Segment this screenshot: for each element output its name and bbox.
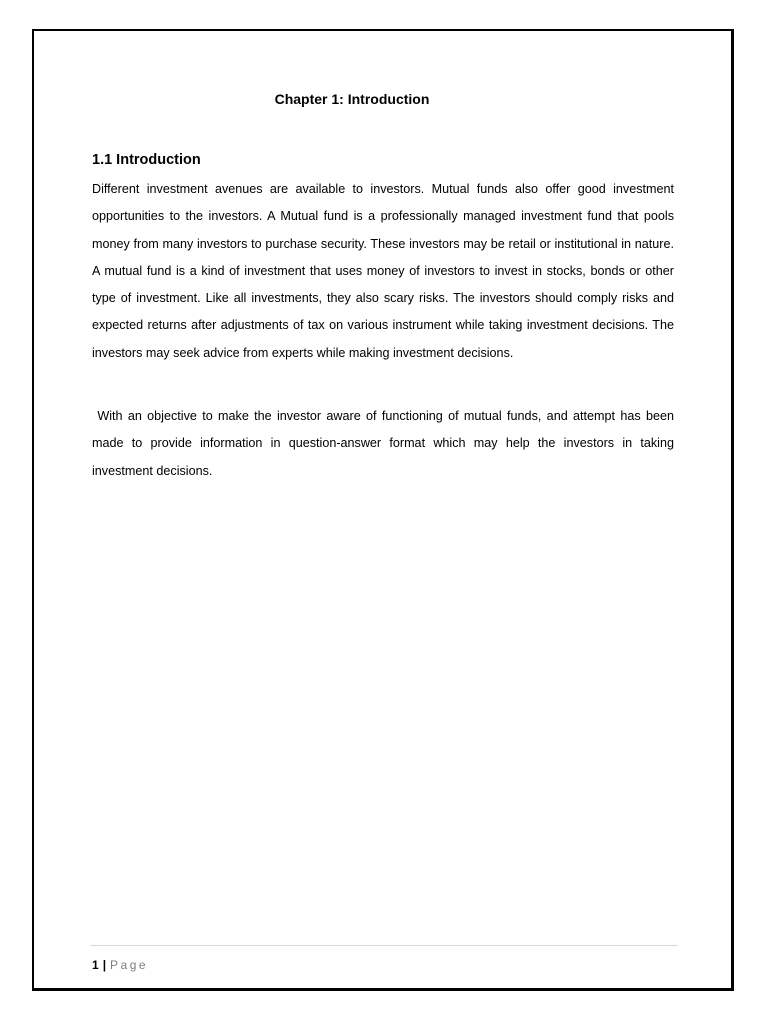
- body-paragraph: With an objective to make the investor aware of functioning of mutual funds, and attempt has been made to provide information in question-answer format which may help the investors in taking investment decisions.: [92, 409, 674, 478]
- page-label: Page: [110, 958, 149, 972]
- footer-separator: |: [102, 958, 107, 972]
- page-footer: [92, 958, 148, 972]
- section-heading: 1.1 Introduction: [92, 152, 201, 168]
- footer-divider: [90, 945, 678, 946]
- page-border: [32, 29, 734, 991]
- body-paragraph: Different investment avenues are available to investors. Mutual funds also offer good investment opportunities to the investors. A Mutual fund is a professionally managed investment fund that pools money from many investors to purchase security. These investors may be retail or institutional in nature. A mutual fund is a kind of investment that uses money of investors to invest in stocks, bonds or other type of investment. Like all investments, they also scary risks. The investors should comply risks and expected returns after adjustments of tax on various instrument while taking investment decisions. The investors may seek advice from experts while making investment decisions.: [92, 182, 674, 360]
- page-number: 1: [92, 958, 99, 972]
- chapter-title: Chapter 1: Introduction: [274, 91, 430, 107]
